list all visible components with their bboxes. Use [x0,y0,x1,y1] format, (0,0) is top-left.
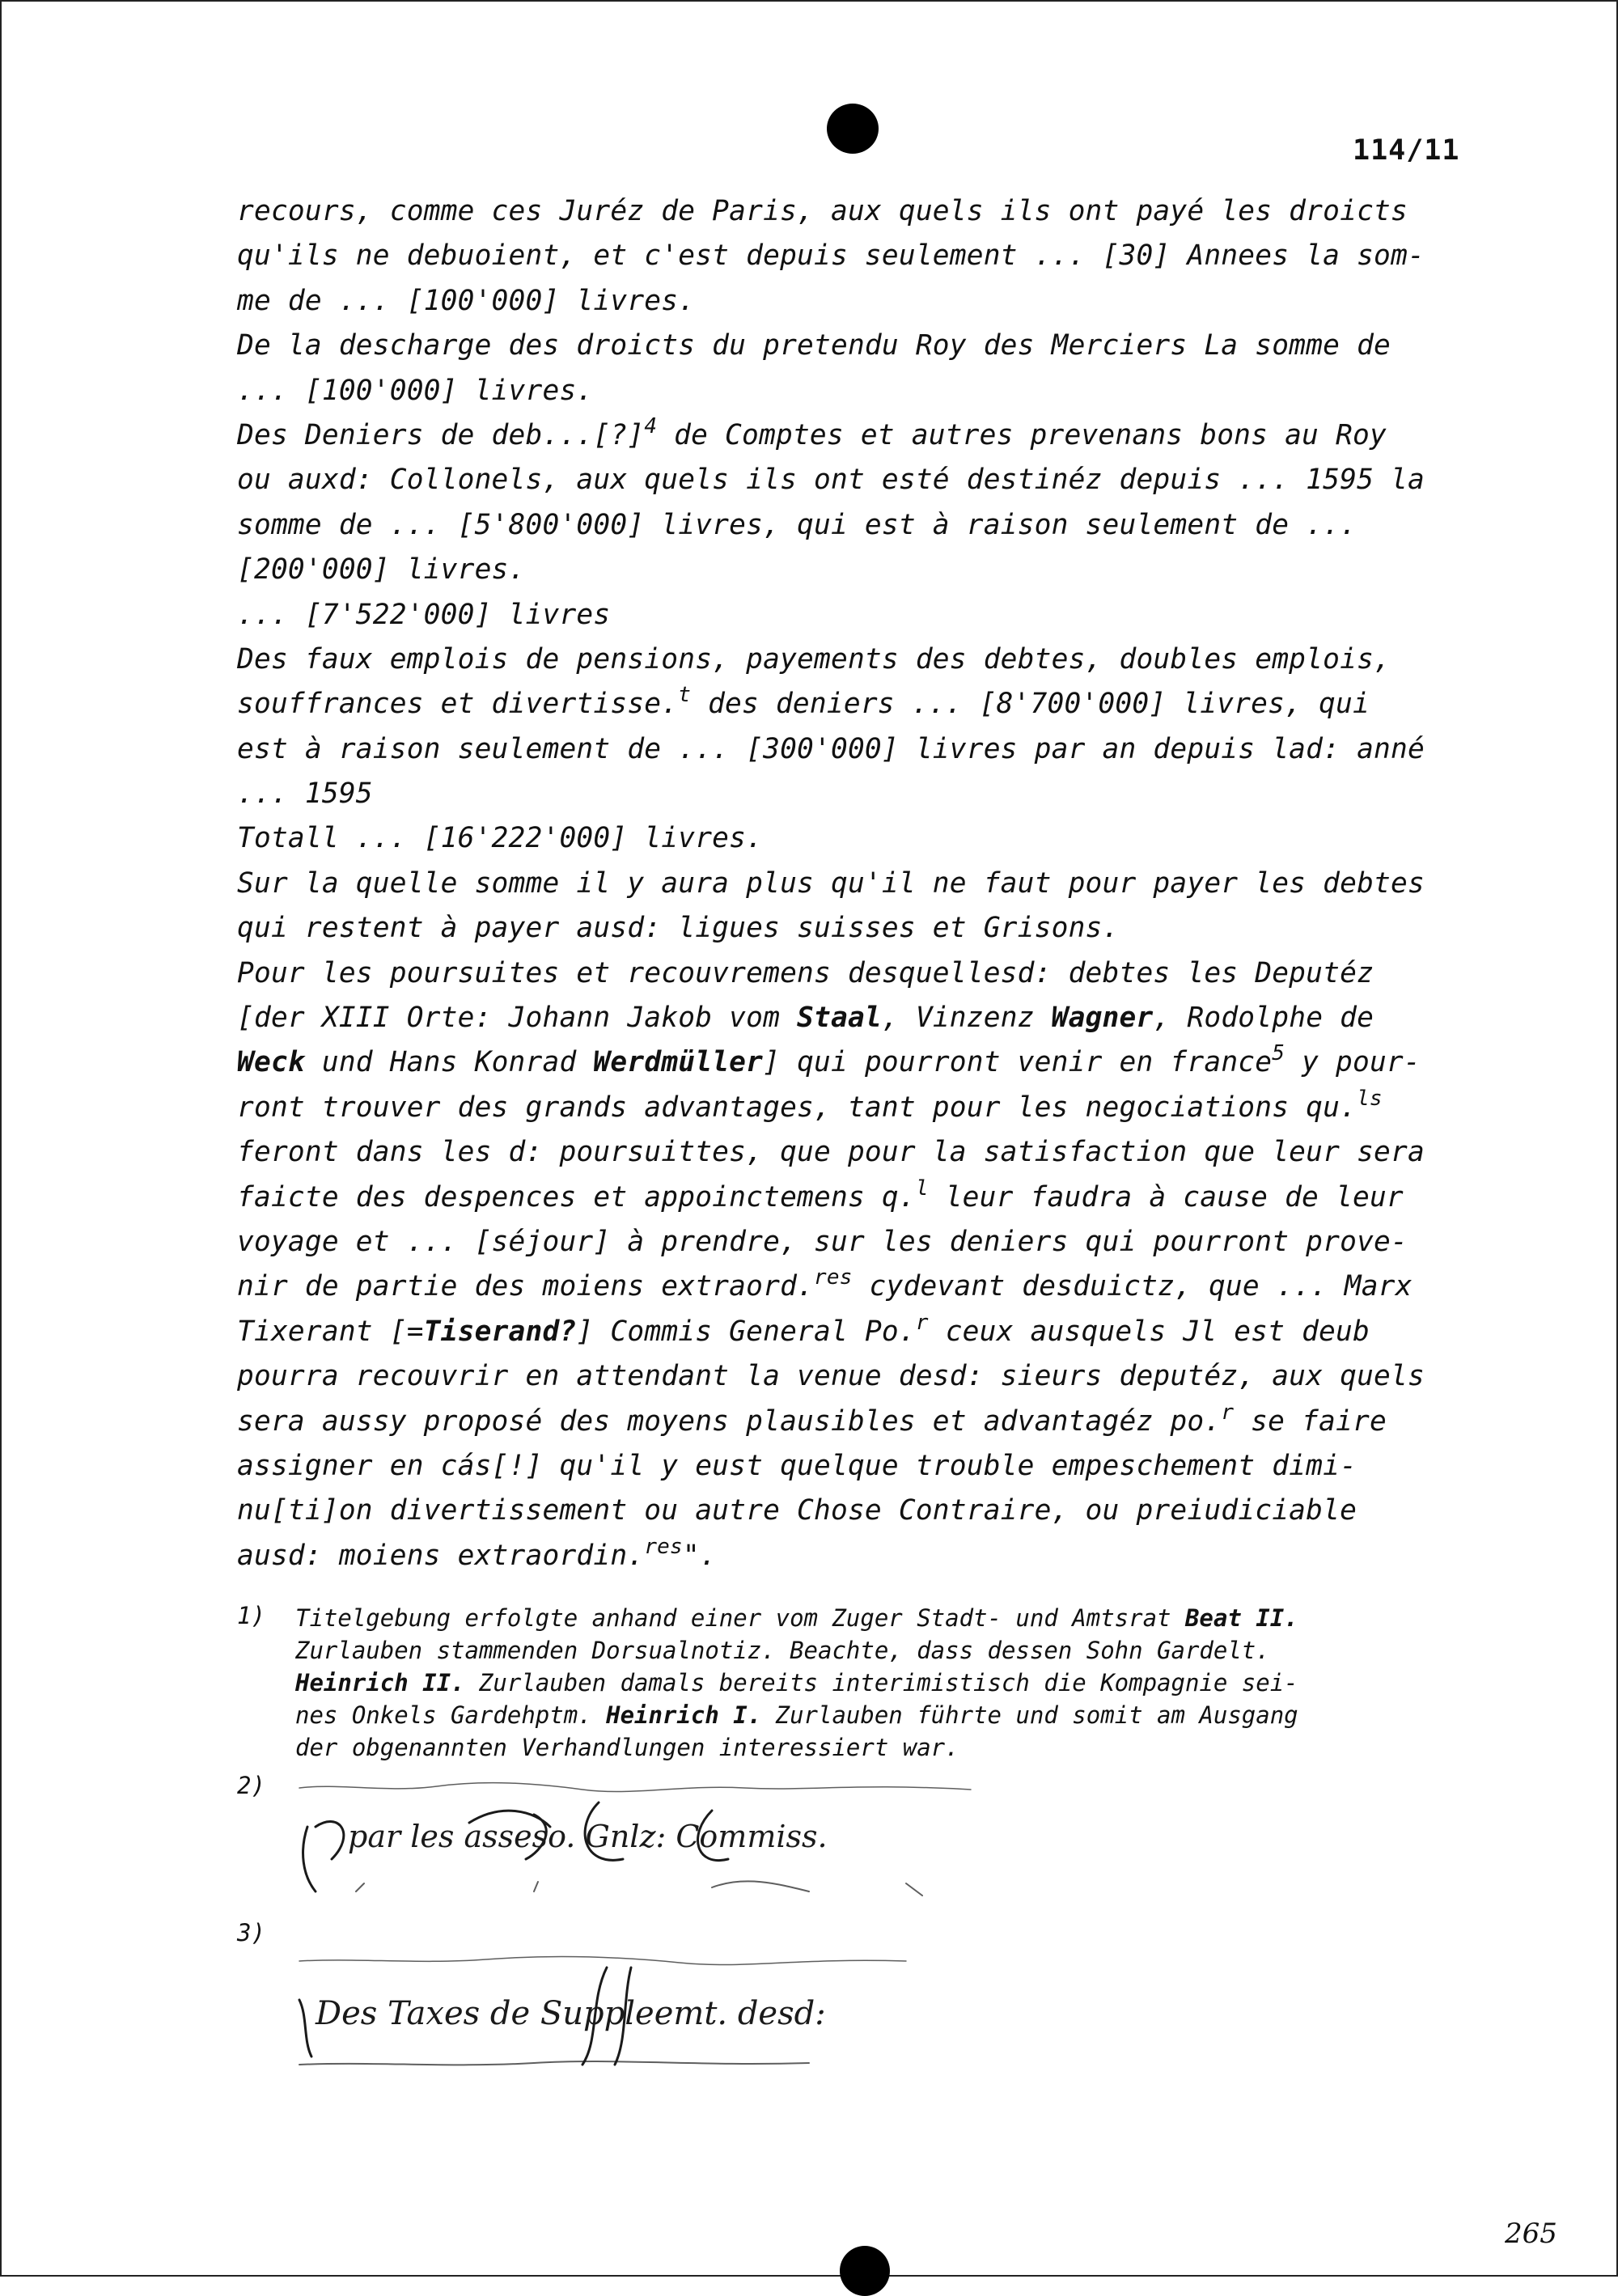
text-line: De la descharge des droicts du pretendu Roy des Merciers La somme de [237,329,1391,362]
handwriting-3: Des Taxes de Suppleemt. desd: [316,1995,826,2032]
text-line: ront trouver des grands advantages, tant pour les negociations qu.$^{ls}$ [237,1086,1383,1124]
text-line: [der XIII Orte: Johann Jakob vom Staal, Vinzenz Wagner, Rodolphe de [237,1002,1374,1035]
punch-hole-top [827,104,879,154]
page-number: 114/11 [1353,134,1460,167]
punch-hole-bottom [840,2246,890,2296]
footnote-2-number: 2) [237,1772,265,1799]
corner-handwritten-mark [1505,2213,1578,2254]
text-line: sera aussy proposé des moyens plausibles et advantagéz po.$^r$ se faire [237,1400,1387,1438]
text-line: me de ... [100'000] livres. [237,284,696,317]
text-line: Weck und Hans Konrad Werdmüller] qui pourront venir en france$^5$ y pour- [237,1041,1421,1079]
text-line: faicte des despences et appoinctemens q.$^l$ leur faudra à cause de leur [237,1176,1404,1214]
text-line: ... [100'000] livres. [237,374,594,407]
handwriting-scan-3 [291,1951,987,2073]
text-line: souffrances et divertisse.$^t$ des deniers ... [8'700'000] livres, qui [237,683,1370,721]
text-line: assigner en cás[!] qu'il y eust quelque trouble empeschement dimi- [237,1449,1358,1482]
text-line: nir de partie des moiens extraord.$^{res}$ cydevant desduictz, que ... Marx [237,1265,1413,1303]
footnote-3-number: 3) [237,1919,265,1947]
footnote-text: Titelgebung erfolgte anhand einer vom Zuger Stadt- und Amtsrat Beat II. Zurlauben stammenden Dorsualnotiz. Beachte, dass dessen Sohn Gardelt. Heinrich II. Zurlauben damals bereits interimistisch die Kompagnie sei- nes Onkels Gardehptm. Heinrich I. Zurlauben führte und somit am Ausgang der obgenannten Verhandlungen interessiert war. [295,1604,1298,1761]
text-line: Des Deniers de deb...[?]$^4$ de Comptes et autres prevenans bons au Roy [237,413,1387,451]
text-line: somme de ... [5'800'000] livres, qui est à raison seulement de ... [237,508,1358,541]
text-line: qui restent à payer ausd: ligues suisses et Grisons. [237,912,1120,945]
text-line: Tixerant [=Tiserand?] Commis General Po.$^r$ ceux ausquels Jl est deub [237,1310,1370,1348]
footnote-ref: 4 [644,413,658,438]
handwriting-2: par les asseso. Gnlz: Commiss. [348,1819,828,1854]
footnote-number: 1) [237,1602,265,1629]
text-line: est à raison seulement de ... [300'000] livres par an depuis lad: anné [237,732,1425,765]
svg-text:265: 265 [1505,2218,1557,2250]
text-line: Totall ... [16'222'000] livres. [237,822,764,855]
text-line: qu'ils ne debuoient, et c'est depuis seulement ... [30] Annees la som- [237,239,1425,273]
text-line: [200'000] livres. [237,553,526,587]
footnote-ref: 5 [1272,1041,1286,1066]
text-line: feront dans les d: poursuittes, que pour la satisfaction que leur sera [237,1136,1425,1169]
text-line: Pour les poursuites et recouvremens desquellesd: debtes les Deputéz [237,956,1374,989]
text-line: ... [7'522'000] livres [237,598,611,631]
text-line: ou auxd: Collonels, aux quels ils ont esté destinéz depuis ... 1595 la [237,464,1425,497]
text-line: pourra recouvrir en attendant la venue desd: sieurs deputéz, aux quels [237,1360,1425,1393]
document-body [237,189,1483,1578]
footnotes [237,1602,1499,1764]
text-line: recours, comme ces Juréz de Paris, aux quels ils ont payé les droicts [237,195,1408,227]
text-line: voyage et ... [séjour] à prendre, sur les deniers qui pourront prove- [237,1225,1408,1258]
text-line: Des faux emplois de pensions, payements des debtes, doubles emplois, [237,642,1391,676]
text-line: nu[ti]on divertissement ou autre Chose Contraire, ou preiudiciable [237,1494,1358,1527]
text-line: ... 1595 [237,777,373,811]
text-line: Sur la quelle somme il y aura plus qu'il ne faut pour payer les debtes [237,866,1425,900]
handwriting-scan-2 [291,1778,987,1900]
footnote-1 [237,1602,1499,1764]
text-line: ausd: moiens extraordin.$^{res}$". [237,1534,717,1572]
